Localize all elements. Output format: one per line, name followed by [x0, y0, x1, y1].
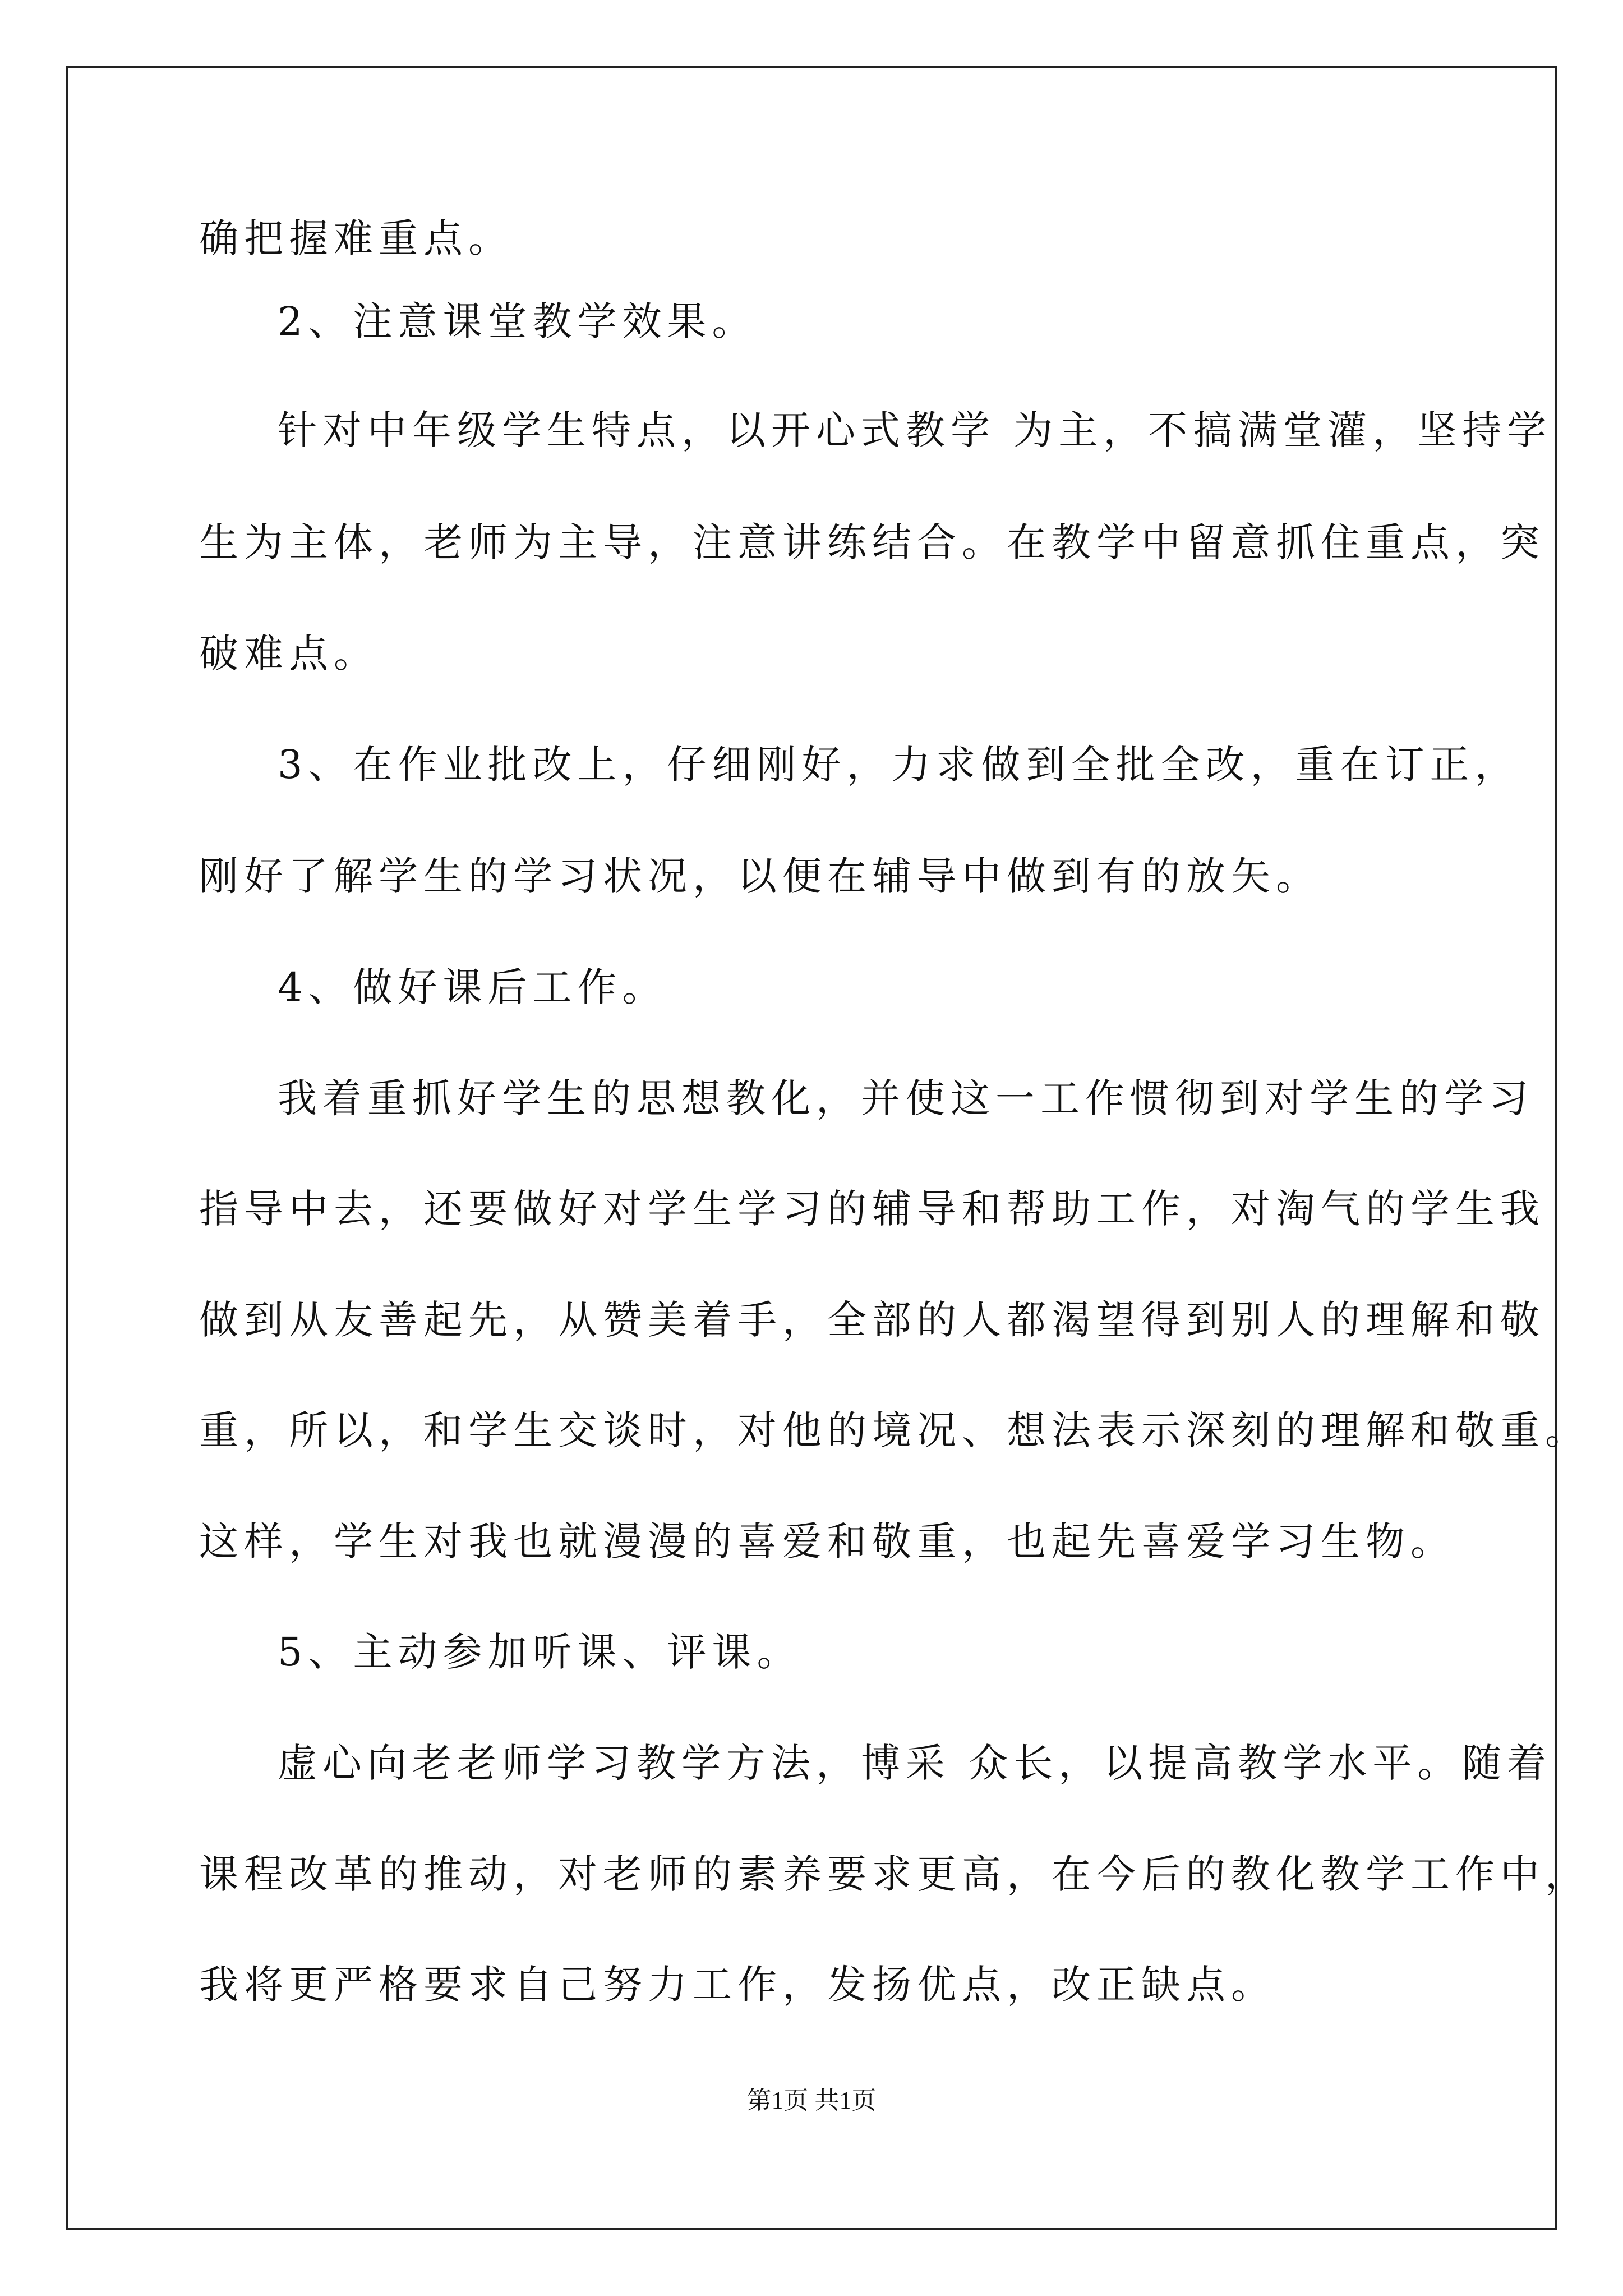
text-line: 课程改革的推动，对老师的素养要求更高，在今后的教化教学工作中，	[199, 1851, 1590, 1897]
text-line: 我着重抓好学生的思想教化，并使这一工作惯彻到对学生的学习	[278, 1075, 1534, 1121]
text-line: 3、在作业批改上，仔细刚好，力求做到全批全改，重在订正，	[278, 742, 1520, 788]
text-line: 确把握难重点。	[199, 215, 513, 261]
text-line: 指导中去，还要做好对学生学习的辅导和帮助工作，对淘气的学生我	[199, 1186, 1545, 1232]
text-line: 做到从友善起先，从赞美着手，全部的人都渴望得到别人的理解和敬	[199, 1297, 1545, 1343]
text-line: 虚心向老老师学习教学方法，博采 众长，以提高教学水平。随着	[278, 1740, 1552, 1786]
section-heading: 5、主动参加听课、评课。	[278, 1629, 802, 1675]
text-line: 这样，学生对我也就漫漫的喜爱和敬重，也起先喜爱学习生物。	[199, 1519, 1455, 1565]
text-line: 刚好了解学生的学习状况，以便在辅导中做到有的放矢。	[199, 853, 1321, 899]
text-line: 针对中年级学生特点，以开心式教学 为主，不搞满堂灌，坚持学	[278, 407, 1552, 453]
text-line: 我将更严格要求自己努力工作，发扬优点，改正缺点。	[199, 1962, 1276, 2008]
page-footer: 第1页 共1页	[746, 2087, 877, 2114]
text-line: 破难点。	[199, 631, 379, 677]
text-line: 重，所以，和学生交谈时，对他的境况、想法表示深刻的理解和敬重。	[199, 1407, 1590, 1453]
section-heading: 2、注意课堂教学效果。	[278, 298, 757, 344]
text-line: 生为主体，老师为主导，注意讲练结合。在教学中留意抓住重点，突	[199, 519, 1545, 565]
section-heading: 4、做好课后工作。	[278, 964, 667, 1010]
page-border	[66, 66, 1557, 2230]
